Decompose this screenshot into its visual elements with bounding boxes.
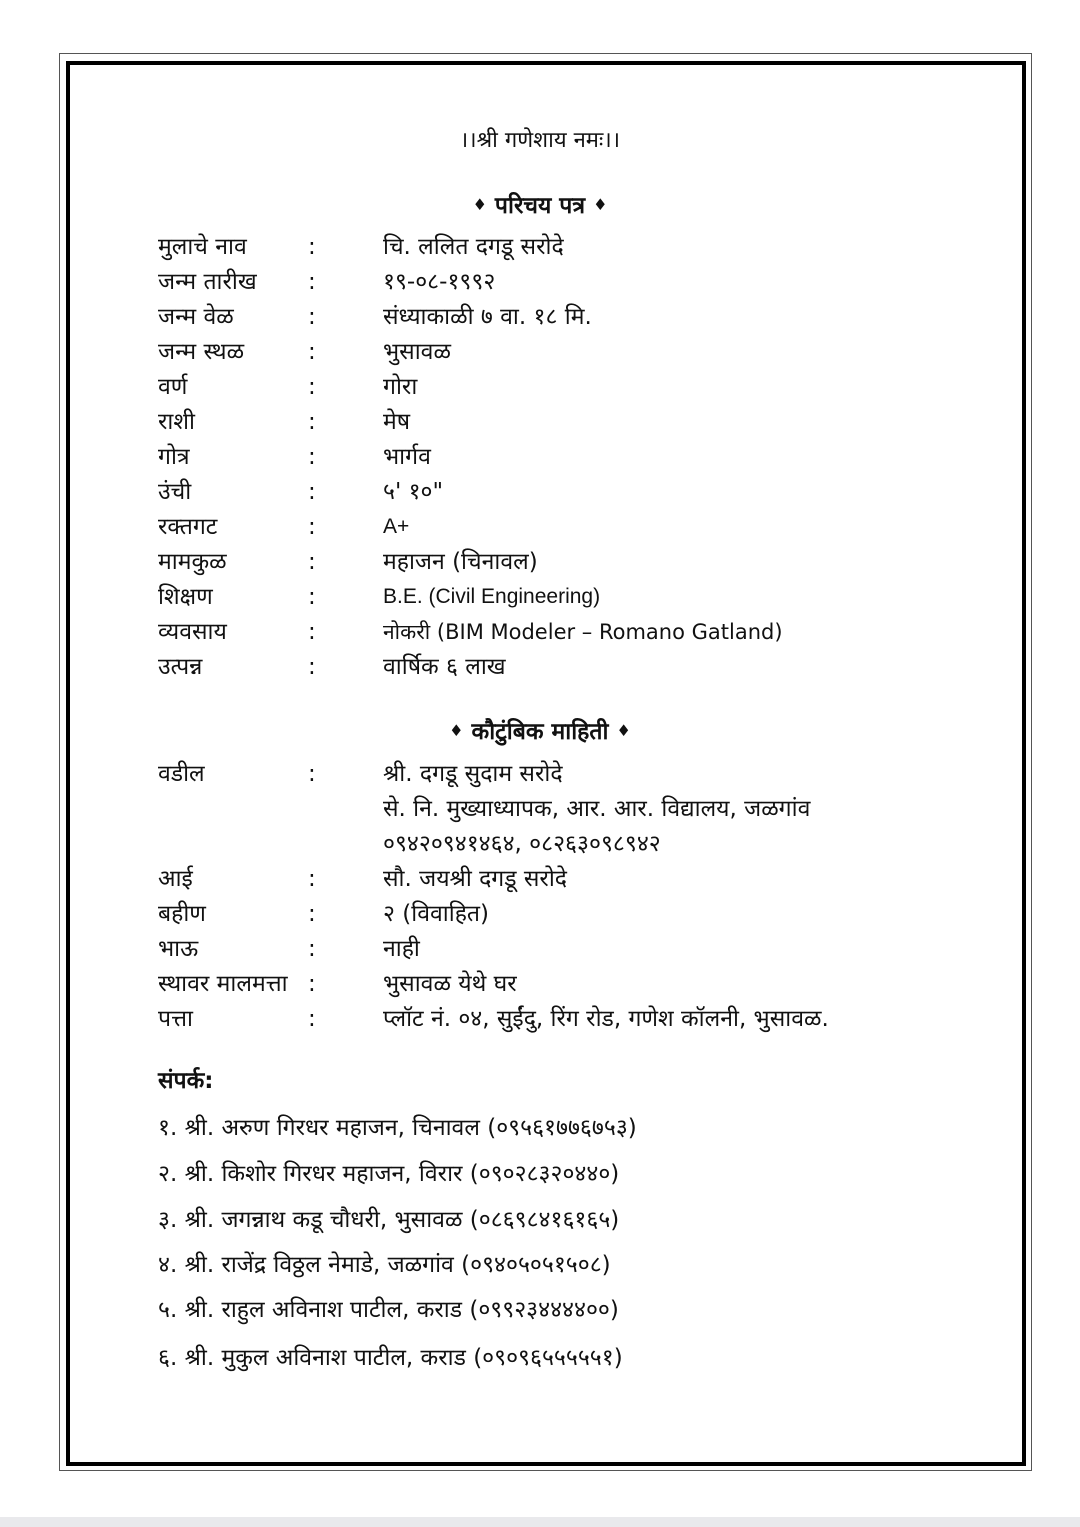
detail-value: A+ (383, 515, 410, 538)
detail-label: वडील (158, 761, 205, 787)
colon: : (308, 619, 316, 645)
detail-row (0, 372, 1080, 407)
detail-value: गोरा (383, 374, 418, 400)
detail-row (0, 899, 1080, 934)
detail-row (0, 232, 1080, 267)
diamond-icon: ♦ (616, 721, 631, 740)
detail-row (0, 267, 1080, 302)
colon: : (308, 901, 316, 927)
detail-label: बहीण (158, 901, 206, 927)
detail-value: नाही (383, 936, 420, 962)
colon: : (308, 514, 316, 540)
detail-value: नोकरी (BIM Modeler – Romano Gatland) (383, 620, 783, 644)
family-heading (0, 714, 1080, 746)
contact-item: ४. श्री. राजेंद्र विठ्ठल नेमाडे, जळगांव (०९४०५०५१५०८) (158, 1252, 611, 1278)
colon: : (308, 971, 316, 997)
colon: : (308, 374, 316, 400)
colon: : (308, 234, 316, 260)
father-row (0, 759, 1080, 794)
detail-value: भुसावळ येथे घर (383, 971, 517, 997)
colon: : (308, 549, 316, 575)
detail-row (0, 582, 1080, 617)
page-bottom-band (0, 1517, 1080, 1527)
detail-label: आई (158, 866, 193, 892)
colon: : (308, 479, 316, 505)
detail-label: राशी (158, 409, 195, 435)
detail-label: जन्म स्थळ (158, 339, 245, 365)
detail-label: जन्म तारीख (158, 269, 257, 295)
diamond-icon: ♦ (593, 195, 608, 214)
detail-row (0, 547, 1080, 582)
detail-label: मुलाचे नाव (158, 234, 247, 260)
detail-label: पत्ता (158, 1006, 193, 1032)
detail-row (0, 864, 1080, 899)
family-heading-text: कौटुंबिक माहिती (471, 719, 609, 745)
contact-item: ५. श्री. राहुल अविनाश पाटील, कराड (०९९२३४४४४००) (158, 1297, 619, 1323)
detail-value: २ (विवाहित) (383, 901, 489, 927)
detail-label: मामकुळ (158, 549, 227, 575)
contacts-heading: संपर्क: (158, 1068, 214, 1094)
colon: : (308, 409, 316, 435)
colon: : (308, 654, 316, 680)
detail-value: प्लॉट नं. ०४, सुईंदु, रिंग रोड, गणेश कॉलनी, भुसावळ. (383, 1006, 829, 1032)
detail-label: भाऊ (158, 936, 199, 962)
detail-value: १९-०८-१९९२ (383, 269, 496, 295)
detail-label: गोत्र (158, 444, 190, 470)
detail-row (0, 1004, 1080, 1039)
detail-row (0, 477, 1080, 512)
colon: : (308, 584, 316, 610)
diamond-icon: ♦ (472, 195, 487, 214)
contact-item: २. श्री. किशोर गिरधर महाजन, विरार (०९०२८३२०४४०) (158, 1161, 620, 1187)
colon: : (308, 304, 316, 330)
detail-value: चि. ललित दगडू सरोदे (383, 234, 564, 260)
father-phone: ०९४२०९४१४६४, ०८२६३०९८९४२ (383, 831, 661, 857)
colon: : (308, 761, 316, 787)
detail-value: संध्याकाळी ७ वा. १८ मि. (383, 304, 592, 330)
diamond-icon: ♦ (449, 721, 464, 740)
detail-value: B.E. (Civil Engineering) (383, 585, 601, 608)
colon: : (308, 866, 316, 892)
father-row-cont (0, 829, 1080, 864)
detail-row (0, 969, 1080, 1004)
detail-label: उत्पन्न (158, 654, 203, 680)
detail-label: जन्म वेळ (158, 304, 234, 330)
contact-item: १. श्री. अरुण गिरधर महाजन, चिनावल (०९५६१७७६७५३) (158, 1115, 637, 1141)
detail-label: स्थावर मालमत्ता (158, 971, 288, 997)
detail-label: रक्तगट (158, 514, 218, 540)
colon: : (308, 444, 316, 470)
invocation-line: ।।श्री गणेशाय नमः।। (459, 128, 621, 153)
detail-value: भुसावळ (383, 339, 451, 365)
detail-label: उंची (158, 479, 192, 505)
detail-row (0, 512, 1080, 547)
detail-row (0, 442, 1080, 477)
colon: : (308, 1006, 316, 1032)
detail-row (0, 302, 1080, 337)
father-name: श्री. दगडू सुदाम सरोदे (383, 761, 563, 787)
colon: : (308, 936, 316, 962)
detail-row (0, 617, 1080, 652)
father-row-cont (0, 794, 1080, 829)
detail-row (0, 934, 1080, 969)
detail-value: वार्षिक ६ लाख (383, 654, 506, 680)
father-occupation: से. नि. मुख्याध्यापक, आर. आर. विद्यालय, जळगांव (383, 796, 811, 822)
contact-item: ३. श्री. जगन्नाथ कडू चौधरी, भुसावळ (०८६९८४१६१६५) (158, 1207, 620, 1233)
detail-value: मेष (383, 409, 411, 435)
contact-item: ६. श्री. मुकुल अविनाश पाटील, कराड (०९०९६५५५५५१) (158, 1345, 623, 1371)
detail-value: महाजन (चिनावल) (383, 549, 538, 575)
detail-value: सौ. जयश्री दगडू सरोदे (383, 866, 567, 892)
detail-row (0, 652, 1080, 687)
detail-value: भार्गव (383, 444, 431, 470)
detail-label: शिक्षण (158, 584, 213, 610)
colon: : (308, 339, 316, 365)
detail-row (0, 407, 1080, 442)
intro-heading-text: परिचय पत्र (494, 193, 586, 219)
detail-label: व्यवसाय (158, 619, 227, 645)
detail-value: ५' १०" (383, 479, 444, 505)
detail-label: वर्ण (158, 374, 188, 400)
intro-heading (0, 188, 1080, 220)
detail-row (0, 337, 1080, 372)
colon: : (308, 269, 316, 295)
